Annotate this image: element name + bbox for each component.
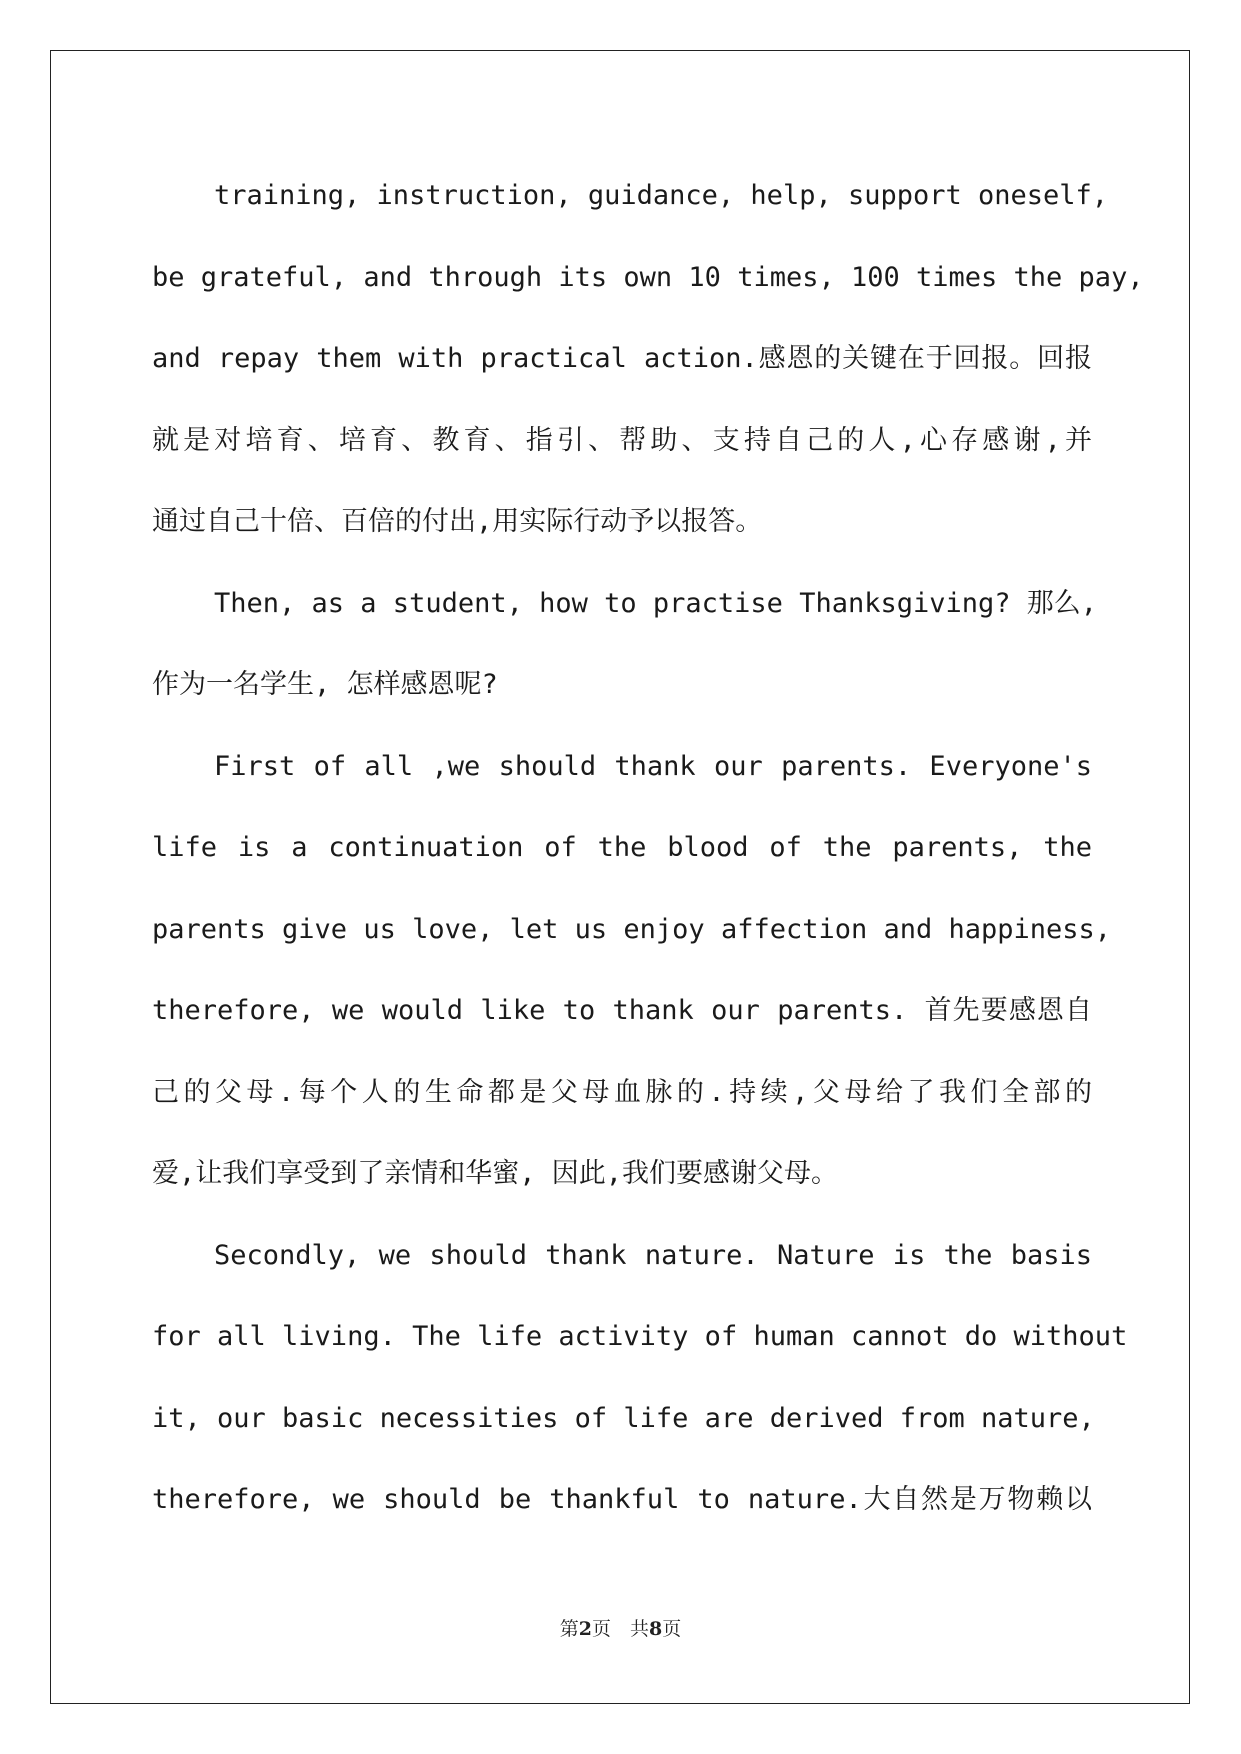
page-footer bbox=[0, 1614, 1241, 1641]
page-mid: 页 共 bbox=[591, 1618, 649, 1640]
text-line-17: therefore, we should be thankful to nature.大自然是万物赖以 bbox=[152, 1484, 1092, 1515]
text-line-12: 己的父母.每个人的生命都是父母血脉的.持续,父母给了我们全部的 bbox=[152, 1076, 1092, 1108]
page-prefix: 第 bbox=[559, 1618, 579, 1640]
text-line-16: it, our basic necessities of life are derived from nature, bbox=[152, 1402, 1095, 1434]
text-line-5: 通过自己十倍、百倍的付出,用实际行动予以报答。 bbox=[152, 506, 763, 537]
text-line-1: training, instruction, guidance, help, support oneself, bbox=[214, 180, 1109, 211]
text-line-2: be grateful, and through its own 10 times, 100 times the pay, bbox=[152, 261, 1144, 293]
text-line-11: therefore, we would like to thank our parents. 首先要感恩自 bbox=[152, 995, 1092, 1026]
text-line-13: 爱,让我们享受到了亲情和华蜜, 因此,我们要感谢父母。 bbox=[152, 1158, 839, 1189]
text-line-4: 就是对培育、培育、教育、指引、帮助、支持自己的人,心存感谢,并 bbox=[152, 424, 1092, 456]
text-line-10: parents give us love, let us enjoy affection and happiness, bbox=[152, 913, 1112, 945]
text-line-8: First of all ,we should thank our parents. Everyone's bbox=[214, 750, 1092, 782]
page-suffix: 页 bbox=[662, 1618, 682, 1640]
text-line-14: Secondly, we should thank nature. Nature is the basis bbox=[214, 1239, 1092, 1271]
current-page-number: 2 bbox=[578, 1618, 592, 1640]
document-body bbox=[152, 155, 1144, 1541]
text-line-15: for all living. The life activity of human cannot do without bbox=[152, 1321, 1128, 1352]
text-line-9: life is a continuation of the blood of the parents, the bbox=[152, 832, 1092, 863]
text-line-6: Then, as a student, how to practise Thanksgiving? 那么, bbox=[214, 587, 1098, 619]
text-line-7: 作为一名学生, 怎样感恩呢? bbox=[152, 669, 498, 700]
text-line-3: and repay them with practical action.感恩的关键在于回报。回报 bbox=[152, 343, 1092, 374]
total-page-number: 8 bbox=[649, 1618, 663, 1640]
